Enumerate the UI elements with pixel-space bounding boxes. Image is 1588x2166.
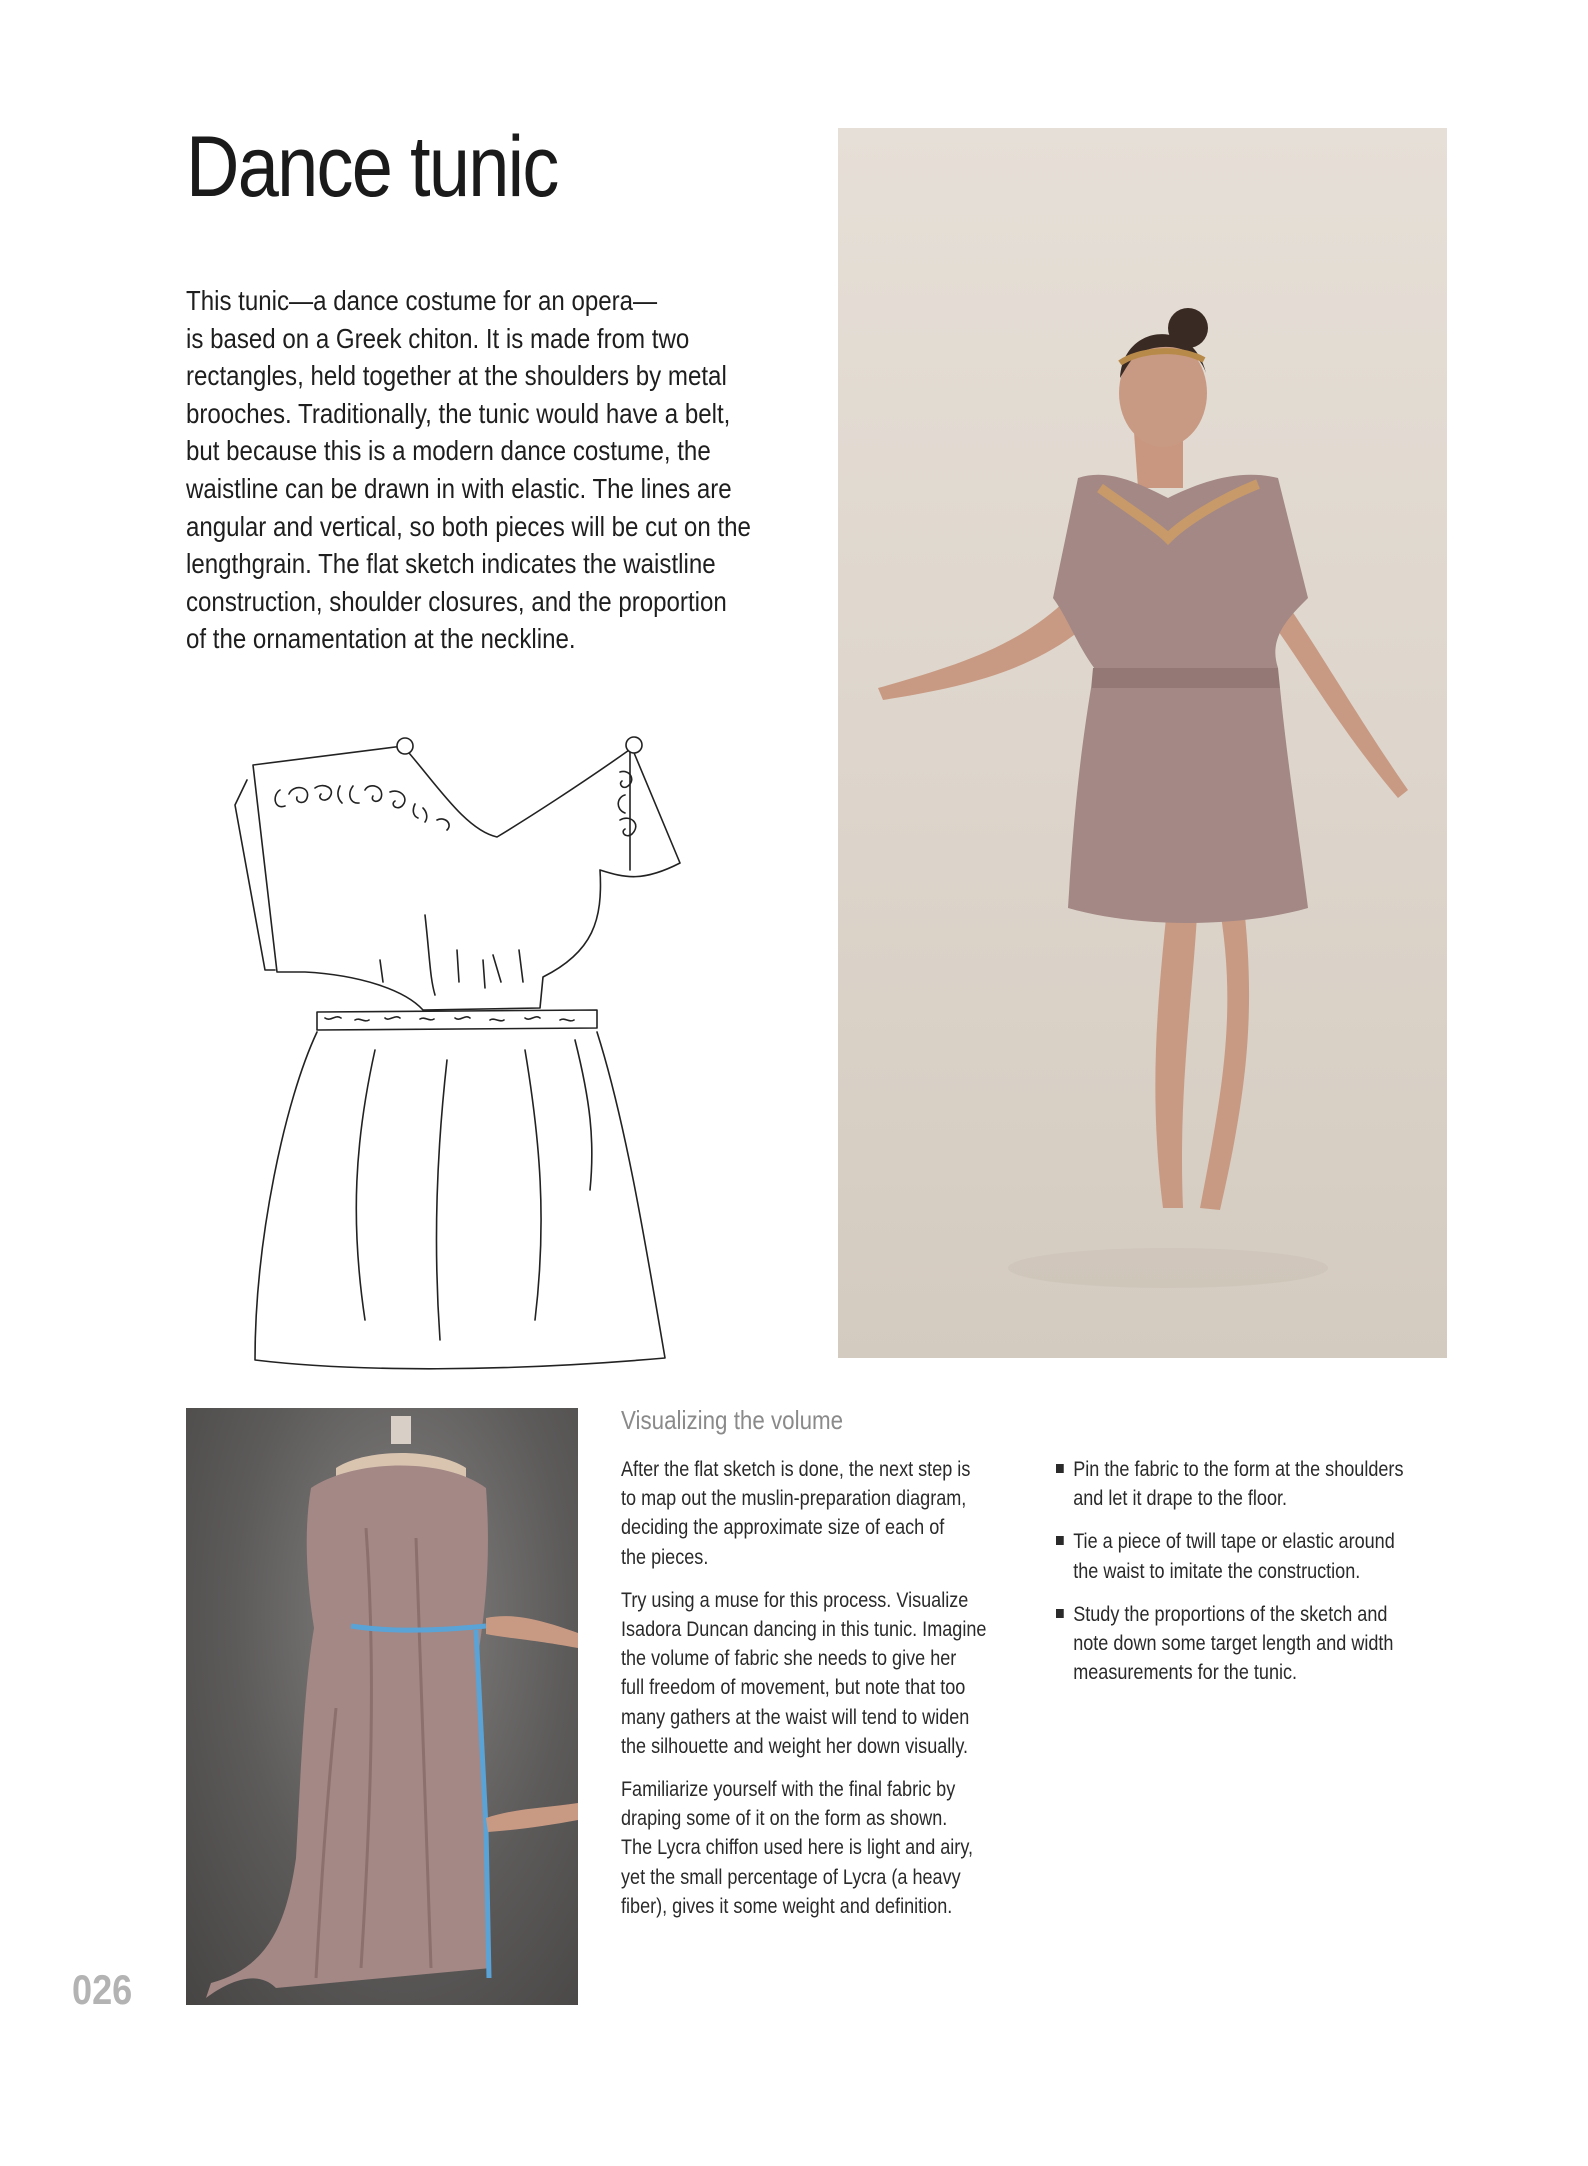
arm-right — [1276, 598, 1408, 798]
hand-top — [486, 1616, 578, 1648]
bullet-line: Pin the fabric to the form at the shoulders — [1073, 1458, 1404, 1481]
skirt-folds — [356, 1040, 592, 1340]
bullet-item — [1056, 1455, 1426, 1513]
left-scrolls — [275, 786, 449, 830]
tunic-skirt — [1068, 688, 1308, 923]
bullet-square-icon — [1056, 1609, 1064, 1618]
body-paragraph — [621, 1455, 982, 1572]
body-line: the pieces. — [621, 1545, 709, 1569]
back-panel — [235, 780, 275, 970]
bullet-line: measurements for the tunic. — [1073, 1661, 1298, 1685]
body-line: Try using a muse for this process. Visualize — [621, 1588, 969, 1612]
body-line: The Lycra chiffon used here is light and airy, — [621, 1836, 974, 1860]
body-paragraph — [621, 1586, 987, 1761]
tunic-bodice — [1053, 475, 1308, 673]
intro-line: is based on a Greek chiton. It is made from two — [186, 322, 690, 354]
intro-line: brooches. Traditionally, the tunic would have a belt, — [186, 397, 731, 429]
body-line: to map out the muslin-preparation diagram, — [621, 1487, 967, 1511]
body-line: Isadora Duncan dancing in this tunic. Imagine — [621, 1618, 987, 1642]
page-title: Dance tunic — [186, 119, 558, 215]
bullet-list — [1056, 1455, 1426, 1687]
body-line: draping some of it on the form as shown. — [621, 1807, 948, 1831]
body-line: Familiarize yourself with the final fabric by — [621, 1778, 956, 1802]
intro-line: construction, shoulder closures, and the proportion — [186, 585, 727, 617]
bullet-item — [1056, 1600, 1426, 1688]
waistband — [1091, 668, 1280, 690]
intro-line: angular and vertical, so both pieces will be cut on the — [186, 510, 751, 542]
bullet-square-icon — [1056, 1464, 1064, 1473]
hand-bottom — [486, 1803, 578, 1832]
intro-line: This tunic—a dance costume for an opera— — [186, 285, 658, 316]
front-bodice — [253, 746, 680, 1010]
body-line: yet the small percentage of Lycra (a heavy — [621, 1865, 961, 1889]
arm-left — [878, 598, 1083, 700]
intro-line: lengthgrain. The flat sketch indicates the waistline — [186, 548, 716, 580]
bullet-square-icon — [1056, 1536, 1064, 1545]
bodice-folds — [380, 915, 523, 995]
right-scrolls — [618, 771, 636, 835]
floor-shadow — [1008, 1248, 1328, 1288]
section-subhead: Visualizing the volume — [621, 1405, 844, 1435]
dress-form-illustration — [186, 1408, 578, 2005]
body-column — [621, 1455, 987, 1935]
body-line: deciding the approximate size of each of — [621, 1516, 945, 1540]
body-line: After the flat sketch is done, the next step is — [621, 1458, 971, 1481]
intro-line: but because this is a modern dance costume, the — [186, 435, 711, 467]
bullet-line: and let it drape to the floor. — [1073, 1487, 1288, 1511]
dancer-illustration — [838, 128, 1447, 1358]
waist-gathers — [325, 1017, 574, 1021]
form-cap — [391, 1416, 411, 1444]
skirt — [255, 1032, 665, 1369]
body-line: the silhouette and weight her down visually. — [621, 1734, 969, 1758]
body-line: full freedom of movement, but note that too — [621, 1676, 966, 1700]
dancer-photo — [838, 128, 1447, 1358]
body-line: many gathers at the waist will tend to widen — [621, 1705, 970, 1729]
bullet-column — [1056, 1455, 1426, 1701]
intro-line: rectangles, held together at the shoulders by metal — [186, 360, 727, 392]
hair-bun — [1168, 308, 1208, 348]
leg-right — [1200, 898, 1249, 1210]
leg-left — [1155, 898, 1198, 1208]
body-line: the volume of fabric she needs to give her — [621, 1647, 957, 1671]
flat-sketch — [225, 720, 745, 1370]
draped-fabric — [206, 1466, 491, 1999]
intro-line: of the ornamentation at the neckline. — [186, 623, 576, 655]
bullet-line: Tie a piece of twill tape or elastic around — [1073, 1530, 1395, 1554]
bullet-line: Study the proportions of the sketch and — [1073, 1602, 1388, 1626]
body-paragraph — [621, 1775, 982, 1921]
left-brooch — [397, 738, 413, 754]
dress-form-photo — [186, 1408, 578, 2005]
body-line: fiber), gives it some weight and definition. — [621, 1894, 953, 1918]
bullet-item — [1056, 1527, 1426, 1585]
bullet-line: note down some target length and width — [1073, 1632, 1394, 1656]
right-brooch — [626, 737, 642, 753]
intro-paragraph — [186, 282, 788, 658]
intro-line: waistline can be drawn in with elastic. The lines are — [186, 472, 732, 504]
bullet-line: the waist to imitate the construction. — [1073, 1559, 1361, 1583]
page-number: 026 — [72, 1966, 133, 2013]
